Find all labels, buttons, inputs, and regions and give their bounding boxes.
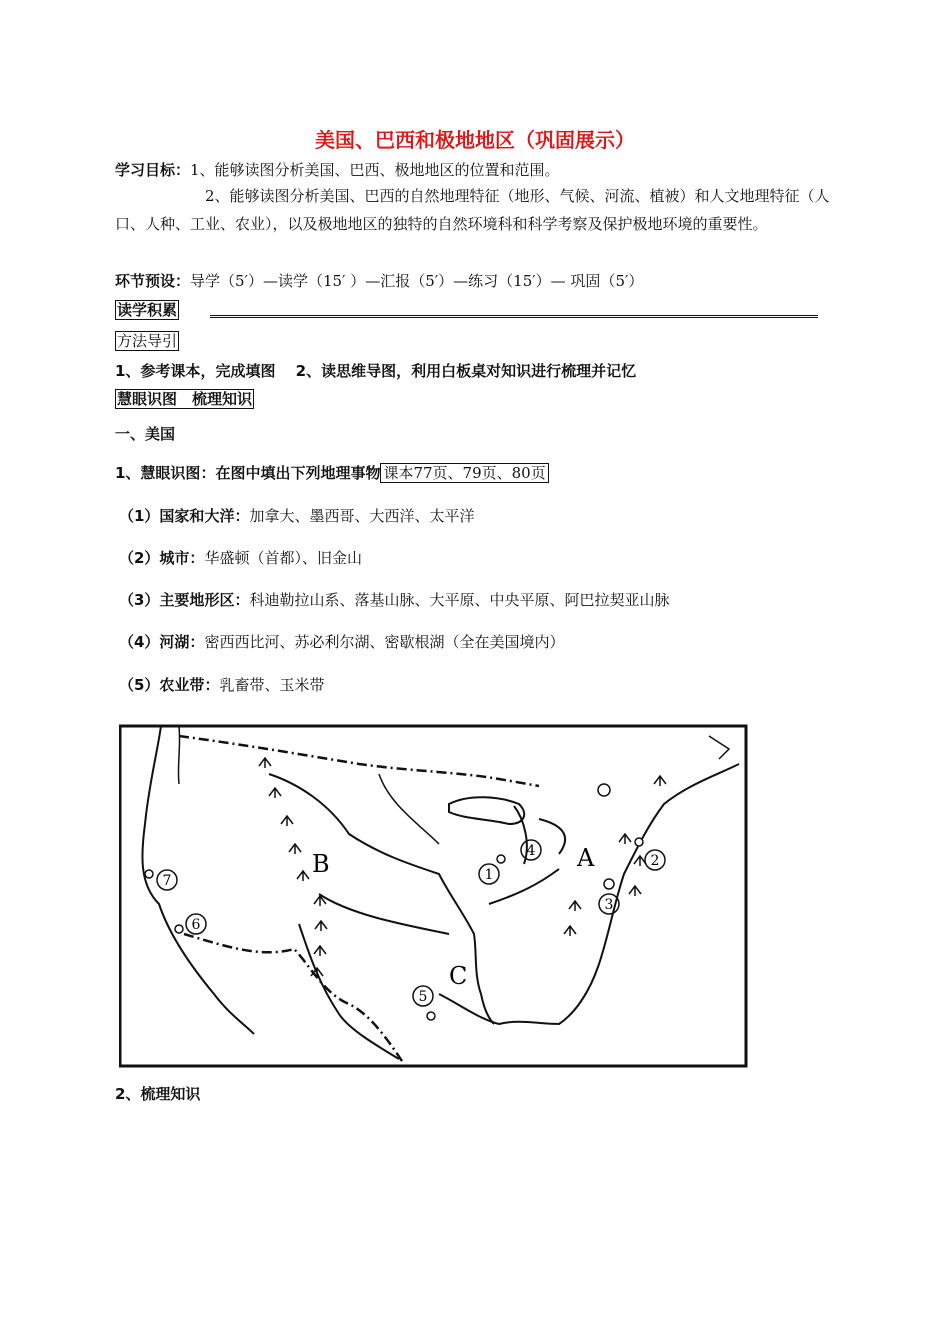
list-item-text: 科迪勒拉山系、落基山脉、大平原、中央平原、阿巴拉契亚山脉	[249, 591, 670, 609]
reading-heading	[115, 300, 179, 320]
recognize-heading	[115, 389, 254, 409]
divider-line	[210, 315, 818, 318]
knowledge-heading: 2、梳理知识	[115, 1085, 201, 1103]
objectives-label: 学习目标：	[115, 161, 191, 179]
list-item	[119, 506, 474, 526]
map-letter-label: C	[449, 962, 468, 990]
list-item-label: （4）河湖：	[119, 633, 205, 651]
list-item-label: （3）主要地形区：	[119, 591, 250, 609]
list-item	[119, 632, 564, 652]
list-item	[119, 548, 362, 568]
map-number-label: 2	[650, 853, 660, 869]
map-number-label: 4	[526, 843, 536, 859]
map-letter-label: B	[312, 850, 330, 878]
map-letter-label: A	[577, 844, 595, 872]
map-number-label: 5	[418, 989, 428, 1005]
map-number-label: 3	[604, 897, 614, 913]
list-item-label: （2）城市：	[119, 549, 205, 567]
list-item-text: 加拿大、墨西哥、大西洋、太平洋	[249, 507, 475, 525]
usa-heading: 一、美国	[115, 425, 176, 443]
stages-text: 导学（5′）—读学（15′ ）—汇报（5′）—练习（15′）— 巩固（5′）	[190, 272, 644, 290]
list-item-label: （5）农业带：	[119, 676, 220, 694]
map-task-line	[115, 463, 549, 483]
reading-label: 读学积累	[117, 301, 178, 319]
map-task-text: 1、慧眼识图：在图中填出下列地理事物	[115, 464, 381, 482]
list-item-label: （1）国家和大洋：	[119, 507, 250, 525]
map-number-label: 7	[162, 873, 172, 889]
steps-line: 1、参考课本，完成填图 2、读思维导图，利用白板桌对知识进行梳理并记忆	[115, 362, 637, 380]
document-title: 美国、巴西和极地地区（巩固展示）	[315, 128, 635, 152]
objective-line-1	[115, 160, 560, 180]
objective-item-2: 2、能够读图分析美国、巴西的自然地理特征（地形、气候、河流、植被）和人文地理特征（人口、人种、工业、农业），以及极地地区的独特的自然环境科和科学考察及保护极地环境的重要性。	[115, 187, 830, 233]
objective-item-1: 1、能够读图分析美国、巴西、极地地区的位置和范围。	[190, 161, 560, 179]
stages-line	[115, 271, 643, 291]
list-item	[119, 590, 669, 610]
list-item-text: 乳畜带、玉米带	[219, 676, 325, 694]
map-task-reference: 课本77页、79页、80页	[380, 463, 548, 483]
usa-map-figure	[119, 724, 749, 1068]
recognize-label: 慧眼识图 梳理知识	[117, 390, 253, 408]
map-number-label: 6	[191, 917, 201, 933]
list-item-text: 华盛顿（首都）、旧金山	[204, 549, 362, 567]
list-item	[119, 675, 324, 695]
method-heading	[115, 331, 179, 351]
list-item-text: 密西西比河、苏必利尔湖、密歇根湖（全在美国境内）	[204, 633, 565, 651]
stages-label: 环节预设：	[115, 272, 191, 290]
method-label: 方法导引	[117, 332, 178, 350]
map-number-label: 1	[484, 867, 494, 883]
